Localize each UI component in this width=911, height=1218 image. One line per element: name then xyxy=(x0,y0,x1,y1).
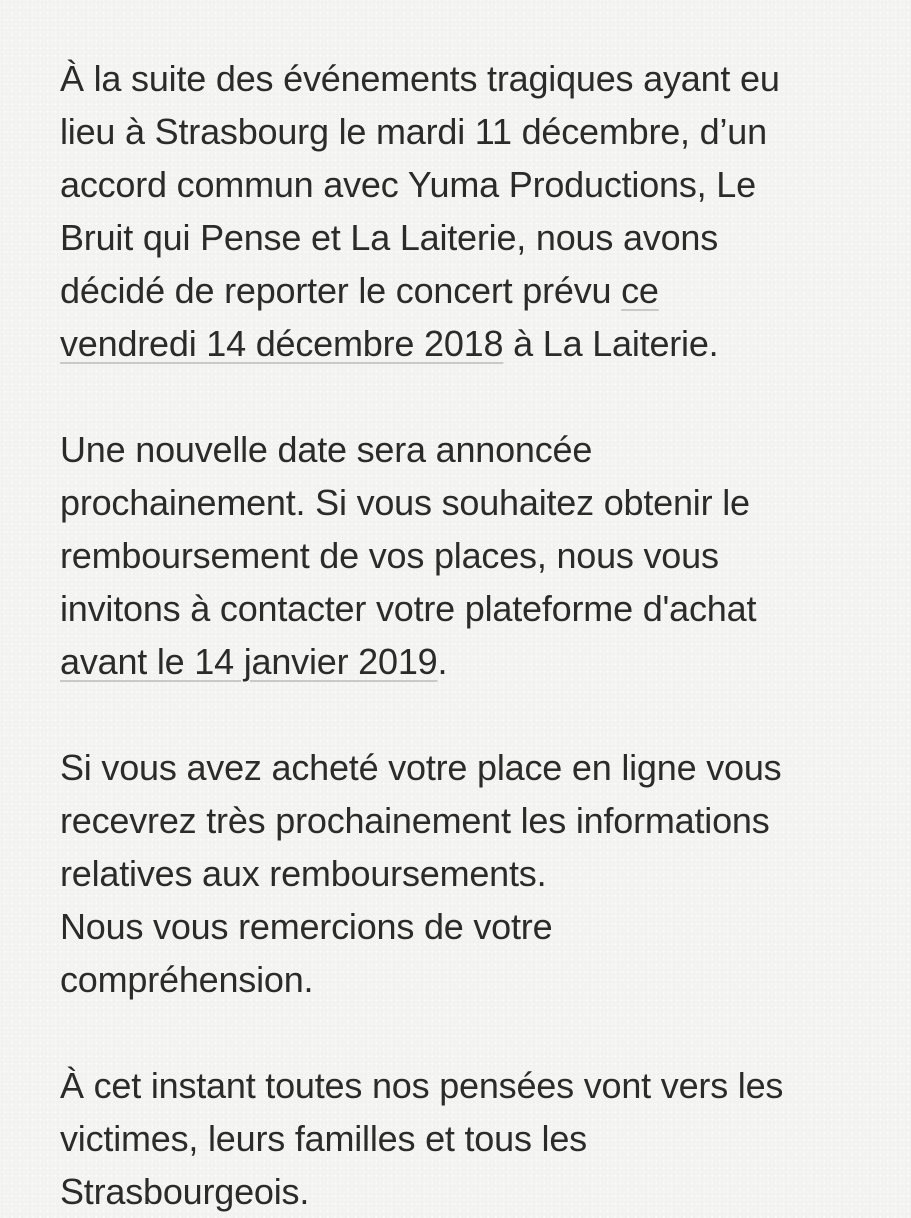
paragraph-gap xyxy=(60,370,890,423)
date-link[interactable]: vendredi 14 décembre 2018 xyxy=(60,323,504,364)
text-line xyxy=(60,264,890,317)
text-segment: . xyxy=(437,641,448,682)
text-line: victimes, leurs familles et tous les xyxy=(60,1118,587,1159)
paragraph-gap xyxy=(60,688,890,741)
text-line: À la suite des événements tragiques ayant eu xyxy=(60,58,780,99)
text-line: prochainement. Si vous souhaitez obtenir le xyxy=(60,482,750,523)
text-line: relatives aux remboursements. xyxy=(60,853,547,894)
paragraph-gap xyxy=(60,1006,890,1059)
note-body xyxy=(60,52,890,1218)
text-line: lieu à Strasbourg le mardi 11 décembre, d’un xyxy=(60,111,767,152)
paragraph-thoughts xyxy=(60,1059,890,1218)
date-link[interactable]: avant le 14 janvier 2019 xyxy=(60,641,438,682)
text-line: Nous vous remercions de votre xyxy=(60,906,553,947)
text-line: accord commun avec Yuma Productions, Le xyxy=(60,164,756,205)
text-line: Bruit qui Pense et La Laiterie, nous avons xyxy=(60,217,719,258)
paragraph-online-purchase xyxy=(60,741,890,1006)
text-line xyxy=(60,317,890,370)
text-line: À cet instant toutes nos pensées vont vers les xyxy=(60,1065,784,1106)
text-line: invitons à contacter votre plateforme d'achat xyxy=(60,588,757,629)
text-line: Une nouvelle date sera annoncée xyxy=(60,429,593,470)
text-line: Si vous avez acheté votre place en ligne vous xyxy=(60,747,782,788)
paragraph-refund xyxy=(60,423,890,688)
text-line: recevrez très prochainement les informations xyxy=(60,800,770,841)
text-line: compréhension. xyxy=(60,959,314,1000)
text-line: remboursement de vos places, nous vous xyxy=(60,535,719,576)
text-segment: à La Laiterie. xyxy=(503,323,719,364)
text-line xyxy=(60,635,890,688)
date-link[interactable]: ce xyxy=(621,270,659,311)
text-line: Strasbourgeois. xyxy=(60,1171,310,1212)
paragraph-postponement xyxy=(60,52,890,370)
text-segment: décidé de reporter le concert prévu xyxy=(60,270,622,311)
